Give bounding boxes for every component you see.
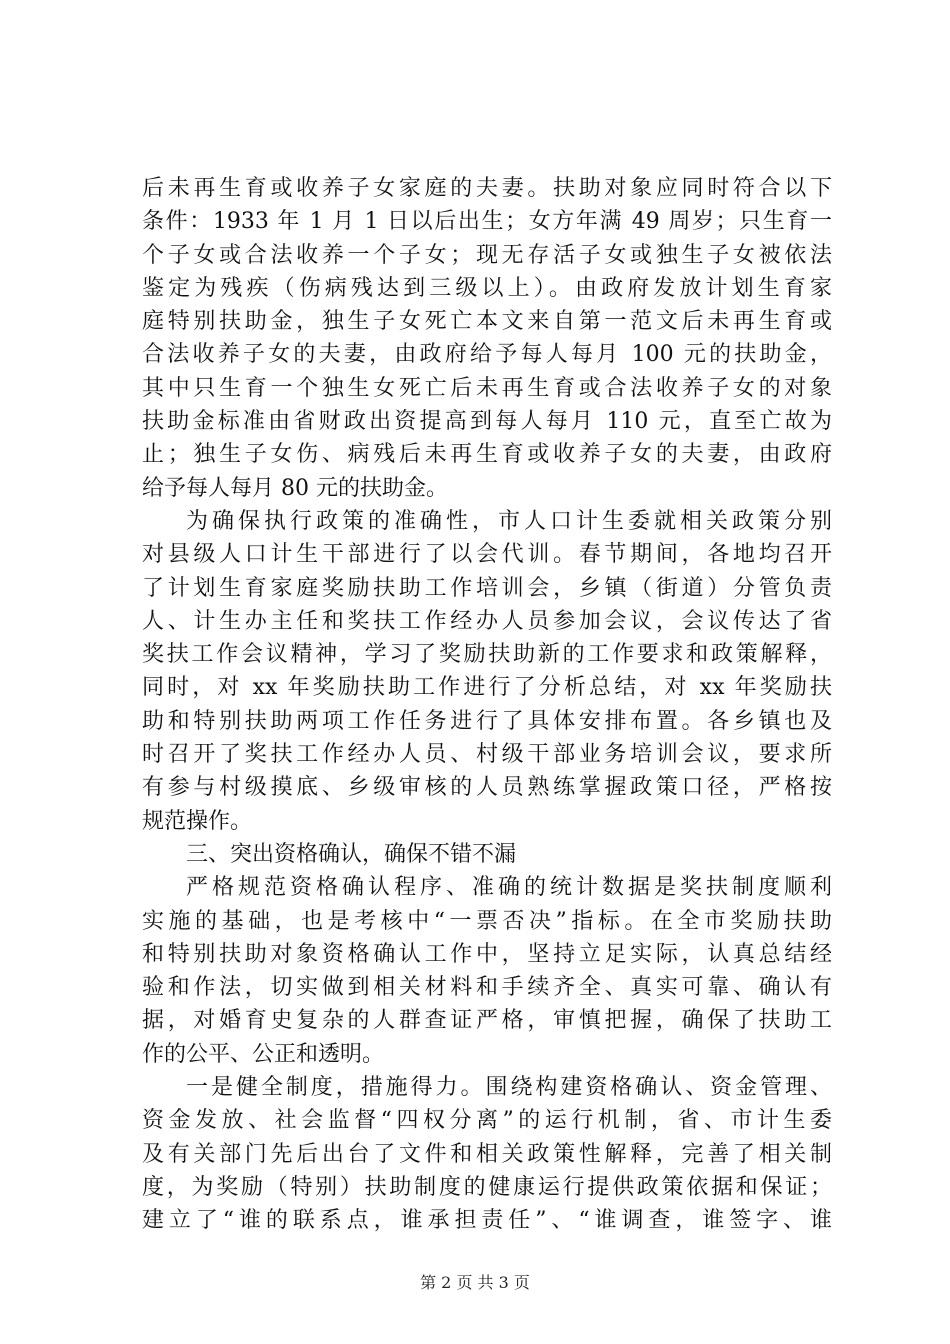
section-heading: 三、突出资格确认，确保不错不漏 — [186, 841, 517, 867]
text-line: 度，为奖励（特别）扶助制度的健康运行提供政策依据和保证； — [142, 1174, 832, 1200]
text-line: 建立了“谁的联系点，谁承担责任”、“谁调查，谁签字、谁 — [142, 1208, 832, 1234]
text-line: 有参与村级摸底、乡级审核的人员熟练掌握政策口径，严格按 — [142, 775, 832, 801]
text-line: 严格规范资格确认程序、准确的统计数据是奖扶制度顺利 — [186, 875, 832, 901]
text-line: 奖扶工作会议精神，学习了奖励扶助新的工作要求和政策解释， — [142, 642, 832, 668]
text-line: 合法收养子女的夫妻，由政府给予每人每月 100 元的扶助金， — [142, 342, 832, 368]
text-line: 验和作法，切实做到相关材料和手续齐全、真实可靠、确认有 — [142, 975, 832, 1001]
text-line: 了计划生育家庭奖励扶助工作培训会，乡镇（街道）分管负责 — [142, 575, 832, 601]
text-line: 其中只生育一个独生女死亡后未再生育或合法收养子女的对象 — [142, 375, 832, 401]
text-line: 对县级人口计生干部进行了以会代训。春节期间，各地均召开 — [142, 542, 832, 568]
text-line: 庭特别扶助金，独生子女死亡本文来自第一范文后未再生育或 — [142, 309, 832, 335]
text-line: 人、计生办主任和奖扶工作经办人员参加会议，会议传达了省 — [142, 608, 832, 634]
text-line: 资金发放、社会监督“四权分离”的运行机制，省、市计生委 — [142, 1108, 832, 1134]
text-line: 鉴定为残疾（伤病残达到三级以上）。由政府发放计划生育家 — [142, 275, 832, 301]
text-line: 给予每人每月 80 元的扶助金。 — [142, 475, 448, 501]
page-number-footer: 第 2 页 共 3 页 — [420, 1273, 530, 1292]
text-line: 及有关部门先后出台了文件和相关政策性解释，完善了相关制 — [142, 1141, 832, 1167]
text-line: 止；独生子女伤、病残后未再生育或收养子女的夫妻，由政府 — [142, 442, 832, 468]
text-line: 个子女或合法收养一个子女；现无存活子女或独生子女被依法 — [142, 242, 832, 268]
text-line: 作的公平、公正和透明。 — [142, 1041, 385, 1067]
text-line: 规范操作。 — [142, 808, 253, 834]
text-line: 扶助金标准由省财政出资提高到每人每月 110 元，直至亡故为 — [142, 409, 832, 435]
text-line: 后未再生育或收养子女家庭的夫妻。扶助对象应同时符合以下 — [142, 176, 832, 201]
document-body — [142, 172, 832, 1238]
text-line: 同时，对 xx 年奖励扶助工作进行了分析总结，对 xx 年奖励扶 — [142, 675, 832, 701]
text-line: 据，对婚育史复杂的人群查证严格，审慎把握，确保了扶助工 — [142, 1008, 832, 1034]
text-line: 时召开了奖扶工作经办人员、村级干部业务培训会议，要求所 — [142, 742, 832, 768]
text-line: 和特别扶助对象资格确认工作中，坚持立足实际，认真总结经 — [142, 941, 832, 967]
text-line: 助和特别扶助两项工作任务进行了具体安排布置。各乡镇也及 — [142, 708, 832, 734]
text-line: 条件：1933 年 1 月 1 日以后出生；女方年满 49 周岁；只生育一 — [142, 209, 832, 235]
text-line: 实施的基础，也是考核中“一票否决”指标。在全市奖励扶助 — [142, 908, 832, 934]
text-line: 为确保执行政策的准确性，市人口计生委就相关政策分别 — [186, 508, 832, 534]
text-line: 一是健全制度，措施得力。围绕构建资格确认、资金管理、 — [186, 1075, 832, 1101]
